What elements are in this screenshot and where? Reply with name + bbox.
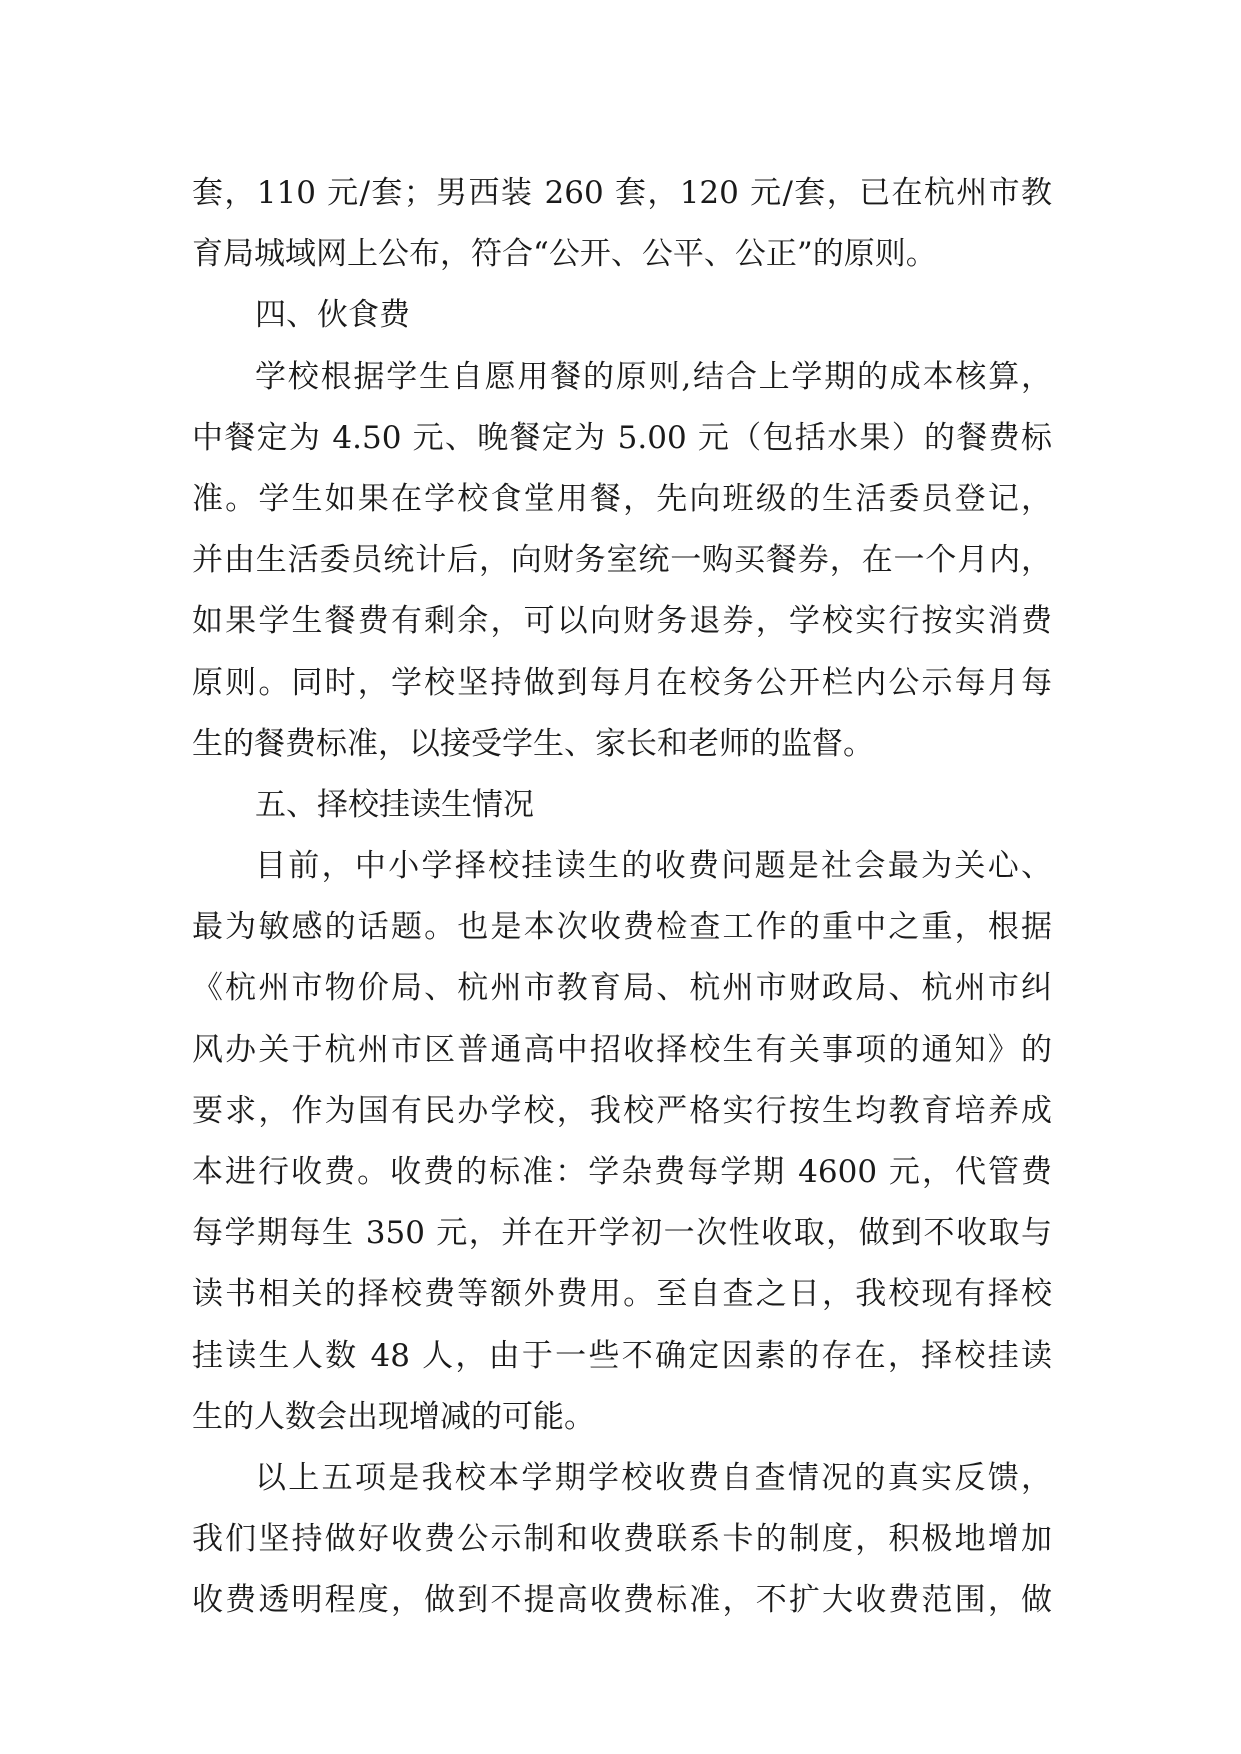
text-line: 本进行收费。收费的标准：学杂费每学期 4600 元，代管费 bbox=[192, 1154, 1052, 1190]
text-line: 以上五项是我校本学期学校收费自查情况的真实反馈， bbox=[255, 1459, 1052, 1496]
text-line: 读书相关的择校费等额外费用。至自查之日，我校现有择校 bbox=[192, 1276, 1052, 1313]
text-line: 生的人数会出现增减的可能。 bbox=[192, 1398, 595, 1435]
document-body bbox=[192, 163, 1052, 1632]
text-line: 风办关于杭州市区普通高中招收择校生有关事项的通知》的 bbox=[192, 1031, 1052, 1068]
text-line: 育局城域网上公布，符合“公开、公平、公正”的原则。 bbox=[192, 236, 937, 273]
text-line: 学校根据学生自愿用餐的原则,结合上学期的成本核算， bbox=[255, 358, 1052, 395]
text-line: 收费透明程度，做到不提高收费标准，不扩大收费范围，做 bbox=[192, 1582, 1052, 1619]
text-line: 要求，作为国有民办学校，我校严格实行按生均教育培养成 bbox=[192, 1092, 1052, 1129]
text-line: 生的餐费标准，以接受学生、家长和老师的监督。 bbox=[192, 725, 874, 762]
text-line: 最为敏感的话题。也是本次收费检查工作的重中之重，根据 bbox=[192, 909, 1052, 946]
text-line: 中餐定为 4.50 元、晚餐定为 5.00 元（包括水果）的餐费标 bbox=[192, 419, 1052, 456]
text-line: 并由生活委员统计后，向财务室统一购买餐券，在一个月内， bbox=[192, 542, 1052, 579]
text-line: 《杭州市物价局、杭州市教育局、杭州市财政局、杭州市纠 bbox=[192, 970, 1052, 1007]
text-line: 我们坚持做好收费公示制和收费联系卡的制度，积极地增加 bbox=[192, 1521, 1052, 1558]
text-line: 每学期每生 350 元，并在开学初一次性收取，做到不收取与 bbox=[192, 1215, 1052, 1252]
text-line: 目前，中小学择校挂读生的收费问题是社会最为关心、 bbox=[255, 848, 1052, 885]
text-line: 准。学生如果在学校食堂用餐，先向班级的生活委员登记， bbox=[192, 480, 1052, 517]
text-line: 原则。同时，学校坚持做到每月在校务公开栏内公示每月每 bbox=[192, 664, 1052, 701]
text-line: 挂读生人数 48 人，由于一些不确定因素的存在，择校挂读 bbox=[192, 1337, 1052, 1374]
text-line: 如果学生餐费有剩余，可以向财务退券，学校实行按实消费 bbox=[192, 603, 1052, 640]
text-line: 套，110 元/套；男西装 260 套，120 元/套，已在杭州市教 bbox=[192, 175, 1052, 211]
section-heading-school-choice: 五、择校挂读生情况 bbox=[255, 786, 534, 823]
section-heading-meals: 四、伙食费 bbox=[255, 297, 410, 334]
